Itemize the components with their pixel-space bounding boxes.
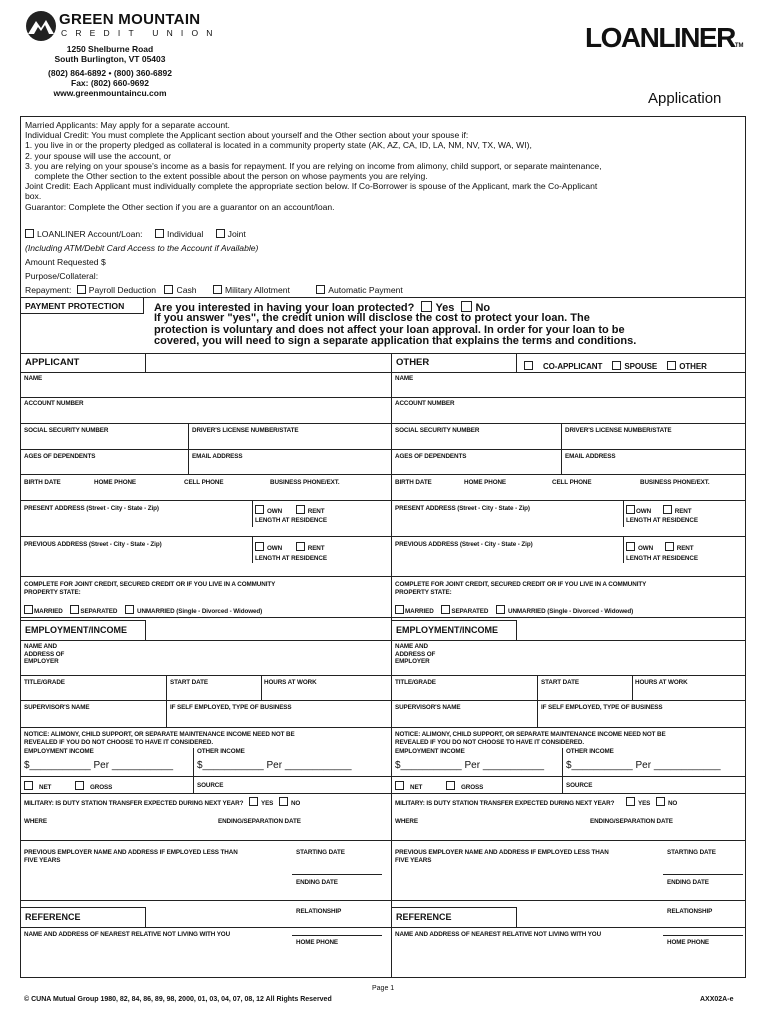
intro-line: 3. you are relying on your spouse's income as a basis for repayment. If you are relying on income from alimony, child support, or separate maintenance, (25, 160, 602, 171)
divider (391, 900, 746, 901)
applicant-complete-line-2: PROPERTY STATE: (24, 589, 81, 596)
divider (292, 935, 382, 936)
divider (20, 776, 391, 777)
applicant-cell-label: CELL PHONE (184, 479, 224, 486)
divider (632, 675, 633, 700)
applicant-where-label: WHERE (24, 818, 47, 825)
other-hours-label: HOURS AT WORK (635, 679, 688, 686)
applicant-reference-title: REFERENCE (20, 907, 146, 928)
org-name: GREEN MOUNTAIN (59, 11, 201, 28)
applicant-notice-line-1: NOTICE: ALIMONY, CHILD SUPPORT, OR SEPARATE MAINTENANCE INCOME NEED NOT BE (24, 731, 295, 738)
net-label: NET (410, 784, 423, 791)
other-relationship-label: RELATIONSHIP (667, 908, 713, 915)
military-question: MILITARY: IS DUTY STATION TRANSFER EXPECTED DURING NEXT YEAR? (395, 800, 615, 807)
loanliner-checkbox[interactable] (25, 229, 34, 238)
amount-requested: Amount Requested $ (25, 257, 106, 267)
divider (20, 397, 391, 398)
applicant-military-row (24, 797, 300, 808)
other-military-row (395, 797, 677, 808)
divider (20, 840, 391, 841)
purpose-collateral: Purpose/Collateral: (25, 271, 99, 281)
married-checkbox[interactable] (24, 605, 33, 614)
divider (391, 500, 746, 501)
applicant-prev-employer-label (24, 849, 238, 864)
other-notice-line-2: REVEALED IF YOU DO NOT CHOOSE TO HAVE IT CONSIDERED. (395, 739, 584, 746)
other-type-row (524, 361, 707, 371)
divider (20, 727, 391, 728)
applicant-home-phone-ref-label: HOME PHONE (296, 939, 339, 946)
divider (517, 927, 746, 928)
divider (188, 449, 189, 474)
other-marital-row (395, 605, 633, 616)
applicant-notice-line-2: REVEALED IF YOU DO NOT CHOOSE TO HAVE IT CONSIDERED. (24, 739, 213, 746)
copyright-notice: © CUNA Mutual Group 1980, 82, 84, 86, 89, 98, 2000, 01, 03, 04, 07, 08, 12 All Rights Reserved (24, 996, 332, 1003)
other-previous-address-label: PREVIOUS ADDRESS (Street - City - State - Zip) (395, 541, 533, 548)
applicant-source-label: SOURCE (197, 782, 224, 789)
automatic-payment-label: Automatic Payment (328, 285, 403, 295)
divider (20, 536, 391, 537)
applicant-supervisor-label: SUPERVISOR'S NAME (24, 704, 90, 711)
other-separated-checkbox[interactable] (441, 605, 450, 614)
divider (20, 900, 391, 901)
other-name-label: NAME (395, 375, 414, 382)
other-unmarried-checkbox[interactable] (496, 605, 505, 614)
other-business-label: BUSINESS PHONE/EXT. (640, 479, 710, 486)
divider (391, 449, 746, 450)
other-section-title: OTHER (391, 353, 517, 373)
protection-yes-label: Yes (435, 302, 455, 314)
applicant-employer-label (24, 643, 64, 666)
married-label: MARRIED (405, 608, 434, 615)
divider (391, 617, 746, 618)
divider (252, 536, 253, 563)
page-number: Page 1 (372, 985, 395, 992)
phone-line: (802) 864-6892 • (800) 360-6892 (48, 68, 172, 78)
applicant-birth-label: BIRTH DATE (24, 479, 61, 486)
applicant-other-income-label: OTHER INCOME (197, 748, 245, 755)
intro-line: box. (25, 191, 42, 202)
divider (391, 474, 746, 475)
divider (663, 874, 743, 875)
applicant-employment-amount[interactable]: $___________ Per ___________ (24, 760, 174, 771)
credit-union-logo (25, 10, 225, 44)
applicant-account-label: ACCOUNT NUMBER (24, 400, 84, 407)
divider (146, 372, 391, 373)
applicant-hours-label: HOURS AT WORK (264, 679, 317, 686)
applicant-title-grade-label: TITLE/GRADE (24, 679, 65, 686)
other-present-ownrent (626, 505, 692, 516)
divider (146, 927, 391, 928)
applicant-nearest-relative-label: NAME AND ADDRESS OF NEAREST RELATIVE NOT LIVING WITH YOU (24, 931, 231, 938)
other-ending-separation-label: ENDING/SEPARATION DATE (590, 818, 673, 825)
other-previous-ownrent (626, 542, 694, 553)
individual-checkbox[interactable] (155, 229, 164, 238)
account-type-row (25, 229, 246, 239)
divider (391, 793, 746, 794)
other-start-date-label: START DATE (541, 679, 579, 686)
applicant-relationship-label: RELATIONSHIP (296, 908, 342, 915)
other-military-no-checkbox[interactable] (656, 797, 665, 806)
applicant-starting-date-label: STARTING DATE (296, 849, 345, 856)
applicant-present-length-label: LENGTH AT RESIDENCE (255, 517, 327, 524)
divider (623, 536, 624, 563)
other-present-length-label: LENGTH AT RESIDENCE (626, 517, 698, 524)
prev-employer-line: PREVIOUS EMPLOYER NAME AND ADDRESS IF EMPLOYED LESS THAN (24, 849, 238, 856)
other-complete-line-1: COMPLETE FOR JOINT CREDIT, SECURED CREDIT OR IF YOU LIVE IN A COMMUNITY (395, 581, 647, 588)
net-checkbox[interactable] (24, 781, 33, 790)
intro-line: Guarantor: Complete the Other section if you are a guarantor on an account/loan. (25, 201, 335, 212)
intro-line: 1. you live in or the property pledged as collateral is located in a community property state (AK, AZ, CA, ID, LA, NM, NV, TX, WA, WI), (25, 140, 532, 151)
other-gross-checkbox[interactable] (446, 781, 455, 790)
divider (623, 500, 624, 527)
divider (193, 748, 194, 793)
divider (561, 449, 562, 474)
other-starting-date-label: STARTING DATE (667, 849, 716, 856)
divider (562, 748, 563, 793)
separated-checkbox[interactable] (70, 605, 79, 614)
other-employment-income-label: EMPLOYMENT INCOME (395, 748, 465, 755)
protection-line-4: covered, you will need to sign a separate application that explains the terms and conditions. (154, 335, 637, 347)
acct-label: LOANLINER Account/Loan: (37, 229, 143, 239)
intro-line: Married Applicants: May apply for a separate account. (25, 120, 230, 130)
divider (20, 675, 391, 676)
yes-label: YES (260, 800, 274, 807)
applicant-home-phone-label: HOME PHONE (94, 479, 137, 486)
applicant-ages-label: AGES OF DEPENDENTS (24, 453, 96, 460)
separated-label: SEPARATED (80, 608, 118, 615)
divider (166, 675, 167, 700)
gross-label: GROSS (460, 784, 484, 791)
divider (188, 423, 189, 449)
rent-label: RENT (674, 508, 692, 515)
payroll-label: Payroll Deduction (88, 285, 157, 295)
applicant-present-ownrent (255, 505, 325, 516)
divider (537, 700, 538, 727)
divider (537, 675, 538, 700)
other-complete-line-2: PROPERTY STATE: (395, 589, 452, 596)
applicant-ending-separation-label: ENDING/SEPARATION DATE (218, 818, 301, 825)
applicant-previous-ownrent (255, 542, 325, 553)
other-ages-label: AGES OF DEPENDENTS (395, 453, 467, 460)
protection-line-3: protection is voluntary and does not affect your loan approval. In order for your loan to be (154, 323, 625, 336)
org-address-block (35, 44, 185, 98)
prev-employer-line: FIVE YEARS (395, 856, 432, 864)
other-married-checkbox[interactable] (395, 605, 404, 614)
applicant-business-label: BUSINESS PHONE/EXT. (270, 479, 340, 486)
applicant-dl-label: DRIVER'S LICENSE NUMBER/STATE (192, 427, 299, 434)
previous-own-checkbox[interactable] (255, 542, 264, 551)
divider (20, 700, 391, 701)
address-line-1: 1250 Shelburne Road (66, 44, 154, 54)
other-present-address-label: PRESENT ADDRESS (Street - City - State - Zip) (395, 505, 530, 512)
rent-label: RENT (307, 545, 325, 552)
own-label: OWN (636, 508, 652, 515)
prev-employer-line: PREVIOUS EMPLOYER NAME AND ADDRESS IF EMPLOYED LESS THAN (395, 849, 609, 856)
applicant-ending-date-label: ENDING DATE (296, 879, 338, 886)
divider (517, 640, 746, 641)
other-home-phone-label: HOME PHONE (464, 479, 507, 486)
other-account-label: ACCOUNT NUMBER (395, 400, 455, 407)
intro-text (25, 120, 602, 212)
rent-label: RENT (676, 545, 694, 552)
intro-line: 2. your spouse will use the account, or (25, 150, 172, 161)
other-ending-date-label: ENDING DATE (667, 879, 709, 886)
divider (391, 423, 746, 424)
applicant-email-label: EMAIL ADDRESS (192, 453, 243, 460)
prev-employer-line: FIVE YEARS (24, 856, 61, 864)
gross-checkbox[interactable] (75, 781, 84, 790)
other-dl-label: DRIVER'S LICENSE NUMBER/STATE (565, 427, 672, 434)
applicant-start-date-label: START DATE (170, 679, 208, 686)
other-home-phone-ref-label: HOME PHONE (667, 939, 710, 946)
divider (391, 536, 746, 537)
employer-label-line: ADDRESS OF (395, 650, 436, 658)
protection-yes-checkbox[interactable] (421, 301, 432, 312)
own-label: OWN (267, 508, 283, 515)
individual-label: Individual (166, 229, 204, 239)
divider (252, 500, 253, 527)
employer-label-line: EMPLOYER (24, 658, 59, 665)
separated-label: SEPARATED (451, 608, 489, 615)
applicant-self-employed-label: IF SELF EMPLOYED, TYPE OF BUSINESS (170, 704, 292, 711)
cash-label: Cash (176, 285, 197, 295)
other-previous-rent-checkbox[interactable] (665, 542, 674, 551)
other-notice-line-1: NOTICE: ALIMONY, CHILD SUPPORT, OR SEPARATE MAINTENANCE INCOME NEED NOT BE (395, 731, 666, 738)
other-netgross-row (395, 781, 483, 792)
military-yes-checkbox[interactable] (249, 797, 258, 806)
other-nearest-relative-label: NAME AND ADDRESS OF NEAREST RELATIVE NOT LIVING WITH YOU (395, 931, 602, 938)
previous-rent-checkbox[interactable] (296, 542, 305, 551)
yes-label: YES (637, 800, 651, 807)
org-subtitle: CREDIT UNION (61, 28, 221, 38)
other-where-label: WHERE (395, 818, 418, 825)
joint-label: Joint (227, 229, 246, 239)
divider (391, 840, 746, 841)
divider (391, 727, 746, 728)
divider (391, 776, 746, 777)
own-label: OWN (638, 545, 654, 552)
cash-checkbox[interactable] (164, 285, 173, 294)
divider (20, 474, 391, 475)
military-allotment-label: Military Allotment (224, 285, 290, 295)
intro-line: complete the Other section to the extent possible about the person on whose payments you are relying. (25, 171, 428, 182)
other-prev-employer-label (395, 849, 609, 864)
divider (561, 423, 562, 449)
divider (517, 372, 746, 373)
divider (391, 397, 746, 398)
divider (20, 423, 391, 424)
divider (391, 576, 746, 577)
other-self-employed-label: IF SELF EMPLOYED, TYPE OF BUSINESS (541, 704, 663, 711)
address-line-2: South Burlington, VT 05403 (54, 54, 166, 64)
payment-protection-label: PAYMENT PROTECTION (20, 297, 144, 314)
co-applicant-checkbox[interactable] (524, 361, 533, 370)
divider (391, 675, 746, 676)
military-allotment-checkbox[interactable] (213, 285, 222, 294)
other-employer-label (395, 643, 435, 666)
other-employment-amount[interactable]: $___________ Per ___________ (395, 760, 545, 771)
spouse-checkbox[interactable] (612, 361, 621, 370)
unmarried-checkbox[interactable] (125, 605, 134, 614)
repayment-label: Repayment: (25, 285, 72, 295)
own-label: OWN (267, 545, 283, 552)
co-applicant-label: CO-APPLICANT (543, 362, 603, 371)
loanliner-brand (585, 22, 744, 54)
other-net-checkbox[interactable] (395, 781, 404, 790)
other-previous-length-label: LENGTH AT RESIDENCE (626, 555, 698, 562)
column-divider (391, 353, 392, 978)
divider (20, 617, 391, 618)
spouse-label: SPOUSE (624, 362, 658, 371)
other-checkbox[interactable] (667, 361, 676, 370)
no-label: NO (290, 800, 301, 807)
applicant-name-label: NAME (24, 375, 43, 382)
divider (261, 675, 262, 700)
protection-question: Are you interested in having your loan protected? (154, 302, 415, 314)
divider (391, 700, 746, 701)
intro-line: Individual Credit: You must complete the Applicant section about yourself and the Other section about your spouse if: (25, 130, 469, 141)
employer-label-line: EMPLOYER (395, 658, 430, 665)
gross-label: GROSS (89, 784, 113, 791)
atm-note: (Including ATM/Debit Card Access to the Account if Available) (25, 243, 259, 253)
divider (20, 576, 391, 577)
automatic-payment-checkbox[interactable] (316, 285, 325, 294)
applicant-marital-row (24, 605, 262, 616)
applicant-employment-income-label: EMPLOYMENT INCOME (24, 748, 94, 755)
protection-no-checkbox[interactable] (461, 301, 472, 312)
other-employment-title: EMPLOYMENT/INCOME (391, 620, 517, 641)
other-birth-label: BIRTH DATE (395, 479, 432, 486)
divider (20, 500, 391, 501)
married-label: MARRIED (34, 608, 63, 615)
other-reference-title: REFERENCE (391, 907, 517, 928)
applicant-ssn-label: SOCIAL SECURITY NUMBER (24, 427, 109, 434)
other-source-label: SOURCE (566, 782, 593, 789)
other-ssn-label: SOCIAL SECURITY NUMBER (395, 427, 480, 434)
other-other-amount[interactable]: $___________ Per ____________ (566, 760, 721, 771)
unmarried-label: UNMARRIED (Single - Divorced - Widowed) (137, 608, 263, 615)
present-rent-checkbox[interactable] (296, 505, 305, 514)
other-present-rent-checkbox[interactable] (663, 505, 672, 514)
other-previous-own-checkbox[interactable] (626, 542, 635, 551)
applicant-complete-line-1: COMPLETE FOR JOINT CREDIT, SECURED CREDIT OR IF YOU LIVE IN A COMMUNITY (24, 581, 276, 588)
applicant-netgross-row (24, 781, 112, 792)
other-title-grade-label: TITLE/GRADE (395, 679, 436, 686)
divider (663, 935, 743, 936)
applicant-other-amount[interactable]: $___________ Per ____________ (197, 760, 352, 771)
protection-line-2: If you answer "yes", the credit union will disclose the cost to protect your loan. The (154, 312, 590, 324)
present-own-checkbox[interactable] (255, 505, 264, 514)
other-supervisor-label: SUPERVISOR'S NAME (395, 704, 461, 711)
page-title: Application (648, 90, 722, 107)
other-present-own-checkbox[interactable] (626, 505, 635, 514)
mountain-logo-icon (25, 10, 57, 42)
trademark-mark: TM (734, 43, 744, 49)
divider (166, 700, 167, 727)
applicant-section-title: APPLICANT (20, 353, 146, 373)
loanliner-wordmark: LOANLINER (585, 22, 735, 53)
other-email-label: EMAIL ADDRESS (565, 453, 616, 460)
other-military-yes-checkbox[interactable] (626, 797, 635, 806)
other-other-income-label: OTHER INCOME (566, 748, 614, 755)
unmarried-label: UNMARRIED (Single - Divorced - Widowed) (508, 608, 634, 615)
divider (20, 793, 391, 794)
website-line: www.greenmountaincu.com (53, 88, 167, 98)
other-label: OTHER (679, 362, 707, 371)
form-code: AXX02A-e (700, 996, 734, 1003)
employer-label-line: NAME AND (395, 643, 428, 650)
no-label: NO (667, 800, 678, 807)
military-no-checkbox[interactable] (279, 797, 288, 806)
employer-label-line: NAME AND (24, 643, 57, 650)
divider (146, 640, 391, 641)
employer-label-line: ADDRESS OF (24, 650, 65, 658)
repayment-row (25, 285, 403, 295)
protection-no-label: No (475, 302, 491, 314)
applicant-present-address-label: PRESENT ADDRESS (Street - City - State - Zip) (24, 505, 159, 512)
joint-checkbox[interactable] (216, 229, 225, 238)
applicant-previous-address-label: PREVIOUS ADDRESS (Street - City - State - Zip) (24, 541, 162, 548)
military-question: MILITARY: IS DUTY STATION TRANSFER EXPECTED DURING NEXT YEAR? (24, 800, 244, 807)
net-label: NET (39, 784, 52, 791)
other-cell-label: CELL PHONE (552, 479, 592, 486)
intro-line: Joint Credit: Each Applicant must individually complete the appropriate section below. If Co-Borrower is spouse of the Applicant, mark the Co-Applicant (25, 181, 598, 192)
divider (20, 449, 391, 450)
applicant-employment-title: EMPLOYMENT/INCOME (20, 620, 146, 641)
divider (292, 874, 382, 875)
applicant-previous-length-label: LENGTH AT RESIDENCE (255, 555, 327, 562)
payroll-checkbox[interactable] (77, 285, 86, 294)
fax-line: Fax: (802) 660-9692 (71, 78, 149, 88)
rent-label: RENT (307, 508, 325, 515)
